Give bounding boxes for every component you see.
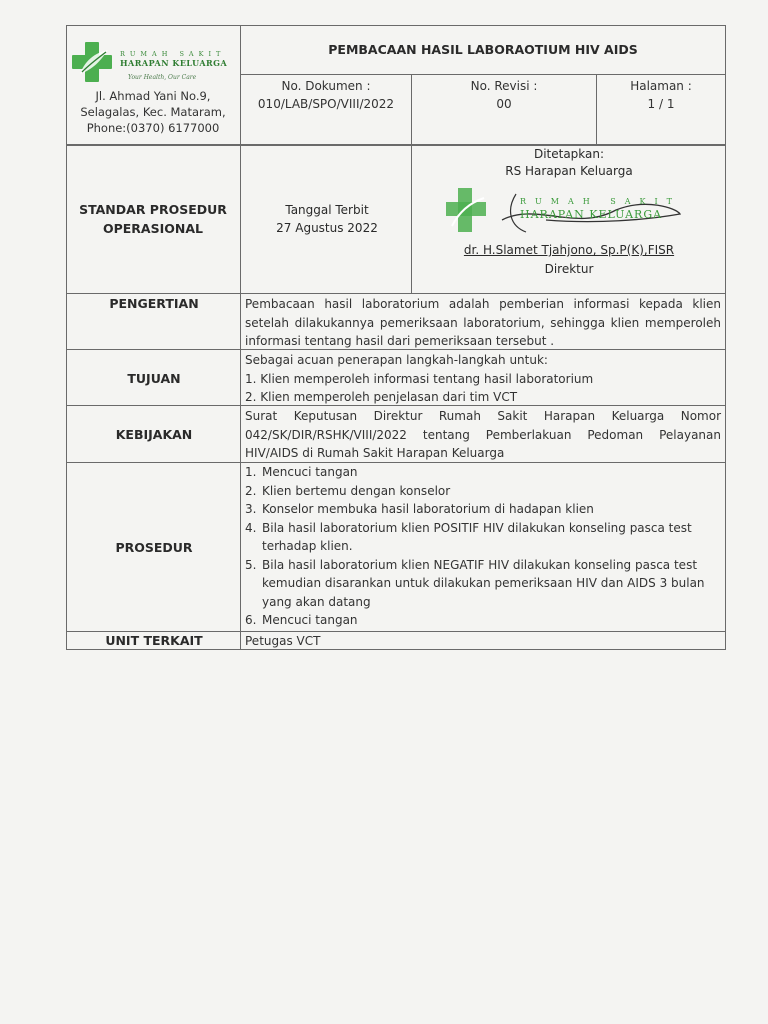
no-revisi-value: 00 xyxy=(496,97,512,111)
logo-name: HARAPAN KELUARGA xyxy=(120,58,228,68)
tujuan-label: TUJUAN xyxy=(127,371,181,386)
hospital-logo xyxy=(70,40,240,90)
document-title: PEMBACAAN HASIL LABORAOTIUM HIV AIDS xyxy=(328,42,638,57)
list-item xyxy=(245,556,721,612)
no-dokumen-cell xyxy=(242,77,410,113)
logo-small-text: RUMAH SAKIT xyxy=(120,50,226,58)
pengertian-label: PENGERTIAN xyxy=(109,296,199,311)
hospital-stamp xyxy=(446,180,686,244)
list-item xyxy=(245,463,721,482)
hospital-address xyxy=(68,88,238,136)
stamp-name-text: HARAPAN KELUARGA xyxy=(520,208,663,221)
no-revisi-cell xyxy=(413,77,595,113)
kebijakan-text: Surat Keputusan Direktur Rumah Sakit Harapan Keluarga Nomor 042/SK/DIR/RSHK/VIII/2022 tentang Pemberlakuan Pedoman Pelayanan HIV/AIDS di Rumah Sakit Harapan Keluarga xyxy=(245,409,721,460)
ditetapkan-label: Ditetapkan: xyxy=(533,147,605,161)
list-text: Mencuci tangan xyxy=(262,613,358,627)
list-item: 2. Klien memperoleh penjelasan dari tim VCT xyxy=(245,390,518,404)
list-text: Konselor membuka hasil laboratorium di hadapan klien xyxy=(262,502,594,516)
list-text: Mencuci tangan xyxy=(262,465,358,479)
no-dokumen-label: No. Dokumen : xyxy=(281,79,371,93)
list-number: 2. xyxy=(245,483,257,498)
tujuan-content xyxy=(245,351,721,407)
address-line: Phone:(0370) 6177000 xyxy=(86,121,220,135)
sop-title-line: OPERASIONAL xyxy=(102,221,203,236)
address-line: Selagalas, Kec. Mataram, xyxy=(80,105,226,119)
tujuan-intro: Sebagai acuan penerapan langkah-langkah untuk: xyxy=(245,353,548,367)
signer-name: dr. H.Slamet Tjahjono, Sp.P(K),FISR xyxy=(463,243,675,257)
list-item: 1. Klien memperoleh informasi tentang hasil laboratorium xyxy=(245,371,594,386)
list-text: Klien bertemu dengan konselor xyxy=(262,483,451,498)
list-item xyxy=(245,519,721,556)
tanggal-label: Tanggal Terbit xyxy=(285,203,369,217)
prosedur-list xyxy=(245,463,721,630)
no-dokumen-value: 010/LAB/SPO/VIII/2022 xyxy=(257,97,395,111)
halaman-label: Halaman : xyxy=(630,79,692,93)
signer-title: Direktur xyxy=(544,262,594,276)
address-line: Jl. Ahmad Yani No.9, xyxy=(95,89,211,103)
logo-tagline: Your Health, Our Care xyxy=(128,74,197,81)
stamp-small-text: RUMAH SAKIT xyxy=(520,197,681,206)
sop-title xyxy=(68,200,238,238)
unit-terkait-label: UNIT TERKAIT xyxy=(105,633,203,648)
tanggal-terbit xyxy=(242,201,412,237)
list-number: 4. xyxy=(245,520,257,535)
prosedur-label: PROSEDUR xyxy=(115,540,193,555)
list-item xyxy=(245,482,721,501)
halaman-value: 1 / 1 xyxy=(647,97,675,111)
ditetapkan-block xyxy=(414,146,724,180)
halaman-cell xyxy=(598,77,724,113)
list-number: 1. xyxy=(245,465,257,479)
list-number: 5. xyxy=(245,557,257,572)
pengertian-text: Pembacaan hasil laboratorium adalah pemberian informasi kepada klien setelah dilakukannya pemeriksaan laboratorium, sehingga klien memperoleh informasi tentang hasil dari pemeriksaan tersebut . xyxy=(245,297,721,348)
medical-cross-leaf-icon xyxy=(70,40,114,84)
kebijakan-label: KEBIJAKAN xyxy=(115,427,193,442)
ditetapkan-by: RS Harapan Keluarga xyxy=(505,164,633,178)
list-text: Bila hasil laboratorium klien NEGATIF HIV dilakukan konseling pasca test kemudian disarankan untuk dilakukan pemeriksaan HIV dan AIDS 3 bulan yang akan datang xyxy=(262,557,705,609)
list-text: Bila hasil laboratorium klien POSITIF HIV dilakukan konseling pasca test terhadap klien. xyxy=(262,520,692,553)
unit-terkait-text: Petugas VCT xyxy=(245,634,321,648)
list-number: 3. xyxy=(245,502,257,516)
list-number: 6. xyxy=(245,613,257,627)
sop-title-line: STANDAR PROSEDUR xyxy=(79,202,227,217)
no-revisi-label: No. Revisi : xyxy=(470,79,538,93)
tanggal-value: 27 Agustus 2022 xyxy=(276,221,378,235)
list-item xyxy=(245,500,721,519)
signer-block xyxy=(414,241,724,279)
list-item xyxy=(245,611,721,630)
